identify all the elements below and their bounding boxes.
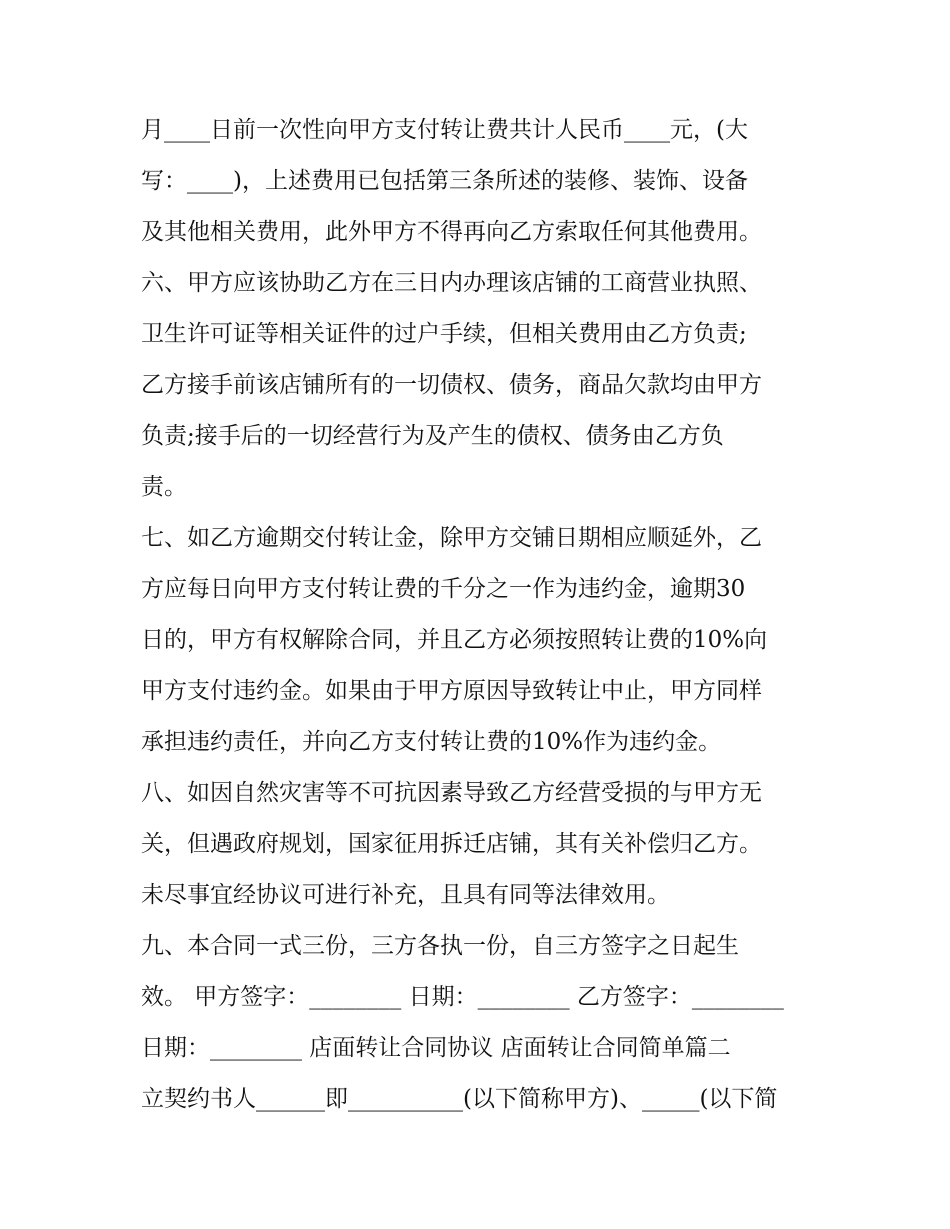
text-line: 六、甲方应该协助乙方在三日内办理该店铺的工商营业执照、 xyxy=(141,270,762,296)
text-line: 卫生许可证等相关证件的过户手续，但相关费用由乙方负责; xyxy=(141,321,747,347)
text-line: 承担违约责任，并向乙方支付转让费的10%作为违约金。 xyxy=(141,729,722,755)
text-line: 日期：________ 店面转让合同协议 店面转让合同简单篇二 xyxy=(141,1035,731,1061)
text-line: 方应每日向甲方支付转让费的千分之一作为违约金，逾期30 xyxy=(141,576,746,602)
text-line: 八、如因自然灾害等不可抗因素导致乙方经营受损的与甲方无 xyxy=(141,780,762,806)
text-line: 写：____)，上述费用已包括第三条所述的装修、装饰、设备 xyxy=(141,168,748,194)
text-line: 日的，甲方有权解除合同，并且乙方必须按照转让费的10%向 xyxy=(141,627,768,653)
text-line: 甲方支付违约金。如果由于甲方原因导致转让中止，甲方同样 xyxy=(141,678,762,704)
text-line: 关，但遇政府规划，国家征用拆迁店铺，其有关补偿归乙方。 xyxy=(141,831,762,857)
text-line: 及其他相关费用，此外甲方不得再向乙方索取任何其他费用。 xyxy=(141,219,762,245)
text-line: 未尽事宜经协议可进行补充，且具有同等法律效用。 xyxy=(141,882,670,908)
text-line: 七、如乙方逾期交付转让金，除甲方交铺日期相应顺延外，乙 xyxy=(141,525,762,551)
text-line: 九、本合同一式三份，三方各执一份，自三方签字之日起生 xyxy=(141,933,739,959)
text-line: 乙方接手前该店铺所有的一切债权、债务，商品欠款均由甲方 xyxy=(141,372,762,398)
text-line: 责。 xyxy=(141,474,187,500)
text-line: 负责;接手后的一切经营行为及产生的债权、债务由乙方负 xyxy=(141,423,724,449)
text-line: 月____日前一次性向甲方支付转让费共计人民币____元，(大 xyxy=(141,117,748,143)
signature-line: 效。 甲方签字：________ 日期：________ 乙方签字：________ xyxy=(141,984,784,1010)
text-line: 立契约书人______即__________(以下简称甲方)、_____(以下简 xyxy=(141,1086,778,1112)
